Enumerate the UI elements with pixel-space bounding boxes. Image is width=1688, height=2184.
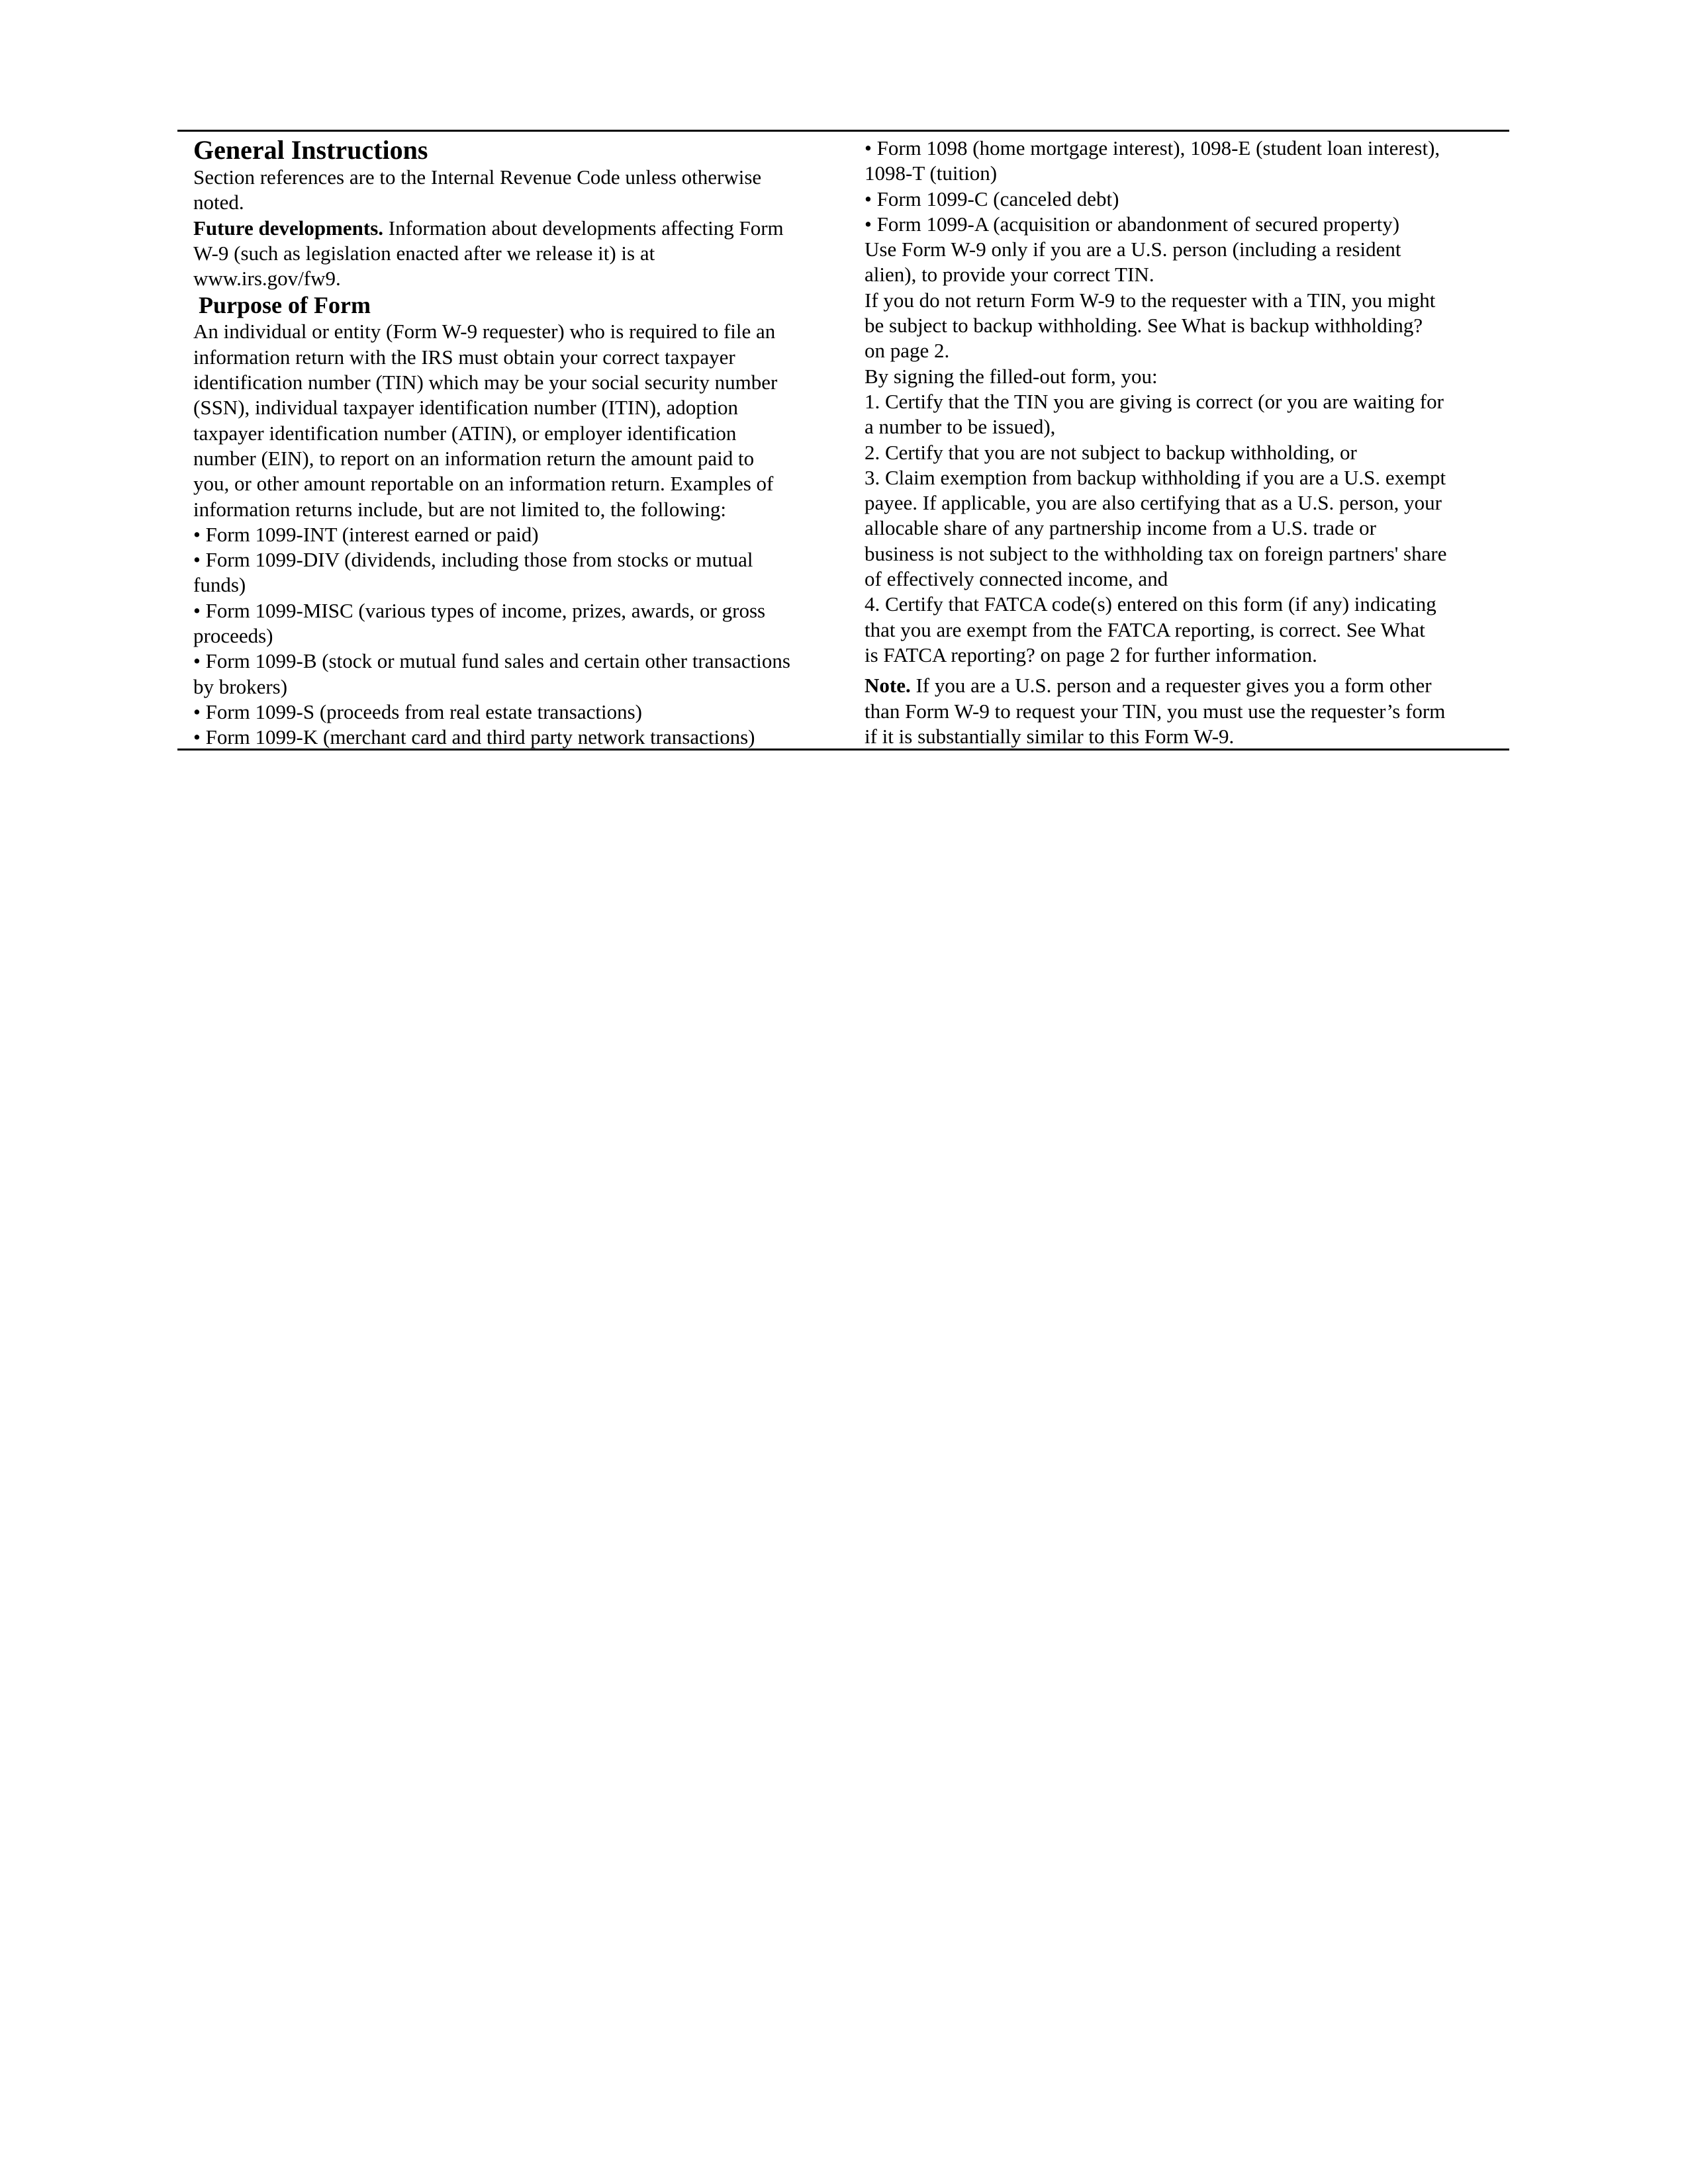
certification-line: 1. Certify that the TIN you are giving is correct (or you are waiting for	[865, 389, 1444, 413]
note-line: than Form W-9 to request your TIN, you must use the requester’s form	[865, 699, 1446, 723]
form-list-item: • Form 1099-C (canceled debt)	[865, 187, 1119, 210]
future-developments-line: W-9 (such as legislation enacted after we release it) is at	[193, 241, 655, 265]
body-line: If you do not return Form W-9 to the requester with a TIN, you might	[865, 288, 1436, 312]
purpose-line: information return with the IRS must obtain your correct taxpayer	[193, 345, 735, 369]
form-list-item: • Form 1099-S (proceeds from real estate transactions)	[193, 700, 643, 723]
form-list-item: • Form 1098 (home mortgage interest), 1098-E (student loan interest),	[865, 136, 1440, 159]
body-line: alien), to provide your correct TIN.	[865, 263, 1154, 287]
certification-line: business is not subject to the withholding tax on foreign partners' share	[865, 541, 1447, 565]
form-list-item: • Form 1099-DIV (dividends, including those from stocks or mutual	[193, 548, 753, 572]
future-developments-line: www.irs.gov/fw9.	[193, 267, 341, 291]
form-list-item: 1098-T (tuition)	[865, 161, 998, 185]
purpose-line: information returns include, but are not limited to, the following:	[193, 497, 726, 521]
purpose-line: you, or other amount reportable on an information return. Examples of	[193, 472, 774, 496]
certification-line: a number to be issued),	[865, 415, 1056, 439]
note-line	[865, 673, 1500, 698]
purpose-line: taxpayer identification number (ATIN), or employer identification	[193, 421, 737, 445]
intro-line: noted.	[193, 191, 244, 214]
body-line: Use Form W-9 only if you are a U.S. person (including a resident	[865, 238, 1401, 261]
certification-line: 3. Claim exemption from backup withholding if you are a U.S. exempt	[865, 465, 1446, 489]
note-label: Note.	[865, 674, 911, 698]
form-list-item: funds)	[193, 573, 246, 597]
note-text: If you are a U.S. person and a requester gives you a form other	[910, 674, 1432, 698]
left-column	[193, 136, 855, 751]
general-instructions-heading: General Instructions	[193, 135, 428, 165]
certification-line: of effectively connected income, and	[865, 567, 1168, 591]
form-list-item: proceeds)	[193, 624, 273, 648]
certification-line: is FATCA reporting? on page 2 for further information.	[865, 643, 1317, 666]
certification-line: 4. Certify that FATCA code(s) entered on this form (if any) indicating	[865, 592, 1436, 616]
purpose-line: An individual or entity (Form W-9 requester) who is required to file an	[193, 320, 776, 343]
body-line: be subject to backup withholding. See What is backup withholding?	[865, 314, 1423, 338]
certification-line: that you are exempt from the FATCA reporting, is correct. See What	[865, 617, 1425, 641]
paragraph-gap	[865, 668, 1500, 673]
purpose-line: identification number (TIN) which may be your social security number	[193, 371, 778, 394]
form-list-item: • Form 1099-A (acquisition or abandonment of secured property)	[865, 212, 1400, 236]
form-list-item: by brokers)	[193, 674, 288, 698]
right-column	[865, 136, 1500, 749]
purpose-line: (SSN), individual taxpayer identification number (ITIN), adoption	[193, 396, 739, 420]
body-line: By signing the filled-out form, you:	[865, 364, 1158, 388]
future-developments-line	[193, 216, 855, 241]
note-line: if it is substantially similar to this Form W-9.	[865, 724, 1235, 748]
certification-line: 2. Certify that you are not subject to backup withholding, or	[865, 440, 1357, 464]
general-instructions-section	[177, 130, 1509, 751]
purpose-line: number (EIN), to report on an information return the amount paid to	[193, 446, 755, 470]
body-line: on page 2.	[865, 339, 950, 363]
form-list-item: • Form 1099-B (stock or mutual fund sales and certain other transactions	[193, 649, 790, 673]
certification-line: payee. If applicable, you are also certifying that as a U.S. person, your	[865, 491, 1442, 515]
certification-line: allocable share of any partnership income from a U.S. trade or	[865, 516, 1376, 540]
future-developments-label: Future developments.	[193, 216, 384, 240]
intro-line: Section references are to the Internal Revenue Code unless otherwise	[193, 165, 762, 189]
form-list-item: • Form 1099-INT (interest earned or paid)	[193, 522, 539, 546]
future-developments-text: Information about developments affecting Form	[383, 216, 784, 240]
purpose-of-form-heading: Purpose of Form	[199, 292, 371, 319]
form-list-item: • Form 1099-K (merchant card and third party network transactions)	[193, 725, 755, 749]
form-list-item: • Form 1099-MISC (various types of income, prizes, awards, or gross	[193, 598, 766, 622]
